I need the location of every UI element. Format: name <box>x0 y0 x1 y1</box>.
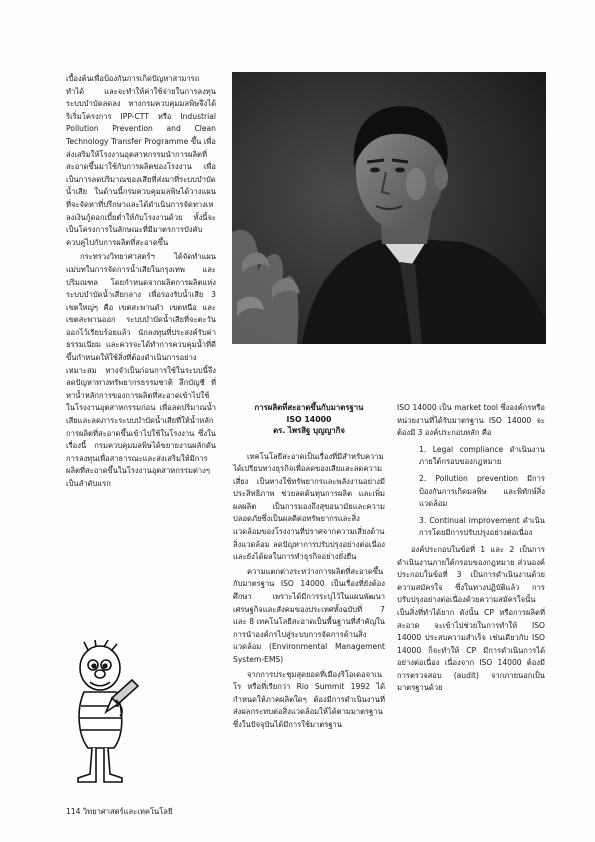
list-item: 3. Continual improvement ดำเนินการโดยมีการปรับปรุงอย่างต่อเนื่อง <box>419 515 545 538</box>
paragraph: เบื้องต้นเพื่อป้องกันการเกิดปัญหาสามารถทำได้ และจะทำให้ค่าใช้จ่ายในการลงทุนระบบบำบัดลดลง ทางกรมควบคุมมลพิษจึงได้ริเริ่มโครงการ IPP-CTT หรือ Industrial Pollution Prevention and Clean Technology Transfer Programme ขึ้น เพื่อส่งเสริมให้โรงงานอุตสาหกรรมนำการผลิตที่สะอาดขึ้นมาใช้กับการผลิตของโรงงาน เพื่อเป็นการลดปริมาณของเสียที่ส่งมาที่ระบบบำบัดน้ำเสีย ในด้านนี้กรมควบคุมมลพิษได้วางแผนที่จะจัดหาที่ปรึกษาและได้ดำเนินการจัดทางเหลงเงินกู้ดอกเบี้ยต่ำให้กับโรงงานด้วย ทั้งนี้จะเป็นโครงการในลักษณะที่มีมาตรการบังคับควบคู่ไปกับการผลิตที่สะอาดขึ้น <box>66 74 216 247</box>
paragraph: ความแตกต่างระหว่างการผลิตที่สะอาดขึ้นกับมาตรฐาน ISO 14000 เป็นเรื่องที่ยังต้องศึกษา เพราะได้มีการระบุไว้ในแผนพัฒนาเศรษฐกิจและสังคมของประเทศทั้งฉบับที่ 7 และ 8 เทคโนโลยีสะอาดเป็นพื้นฐานที่สำคัญในการนำองค์กรไปสู่ระบบการจัดการด้านสิ่งแวดล้อม (Environmental Management System-EMS) <box>233 566 385 664</box>
heading-line-1: การผลิตที่สะอาดขึ้นกับมาตรฐาน <box>254 403 364 412</box>
page-footer <box>66 806 172 818</box>
page-number: 114 <box>66 807 81 816</box>
paragraph: เทคโนโลยีสะอาดเป็นเรื่องที่มีสำหรับความได้เปรียบทางธุรกิจเพื่อลดของเสียและลดความเสี่ยง เป็นทางใช้ทรัพยากรและพลังงานอย่างมีประสิทธิภาพ ช่วยลดต้นทุนการผลิต และเพิ่มผลผลิต เป็นการมองถึงสุขอนามัยและความปลอดภัยซึ่งเป็นผลดีต่อทรัพยากรและสิ่งแวดล้อมของโรงงานที่ปราศจากความเสี่ยงด้านสิ่งแวดล้อม ลดปัญหาการปรับปรุงอย่างต่อเนื่องและยังได้ผลในการทำธุรกิจอย่างยั่งยืน <box>233 451 385 562</box>
paragraph: ISO 14000 เป็น market tool ซึ่งองค์กรหรือหน่วยงานที่ได้รับมาตรฐาน ISO 14000 จะต้องมี 3 องค์ประกอบหลัก คือ <box>397 403 545 438</box>
portrait-illustration <box>232 72 546 344</box>
publication-name: วิทยาศาสตร์และเทคโนโลยี <box>82 807 173 816</box>
cartoon-icon <box>70 640 140 790</box>
paragraph: จากการประชุมสุดยอดที่เมืองริโอเดอจาเนโร หรือที่เรียกว่า Rio Summit 1992 ได้กำหนดให้ภาคผลิตใดๆ ต้องมีการดำเนินงานที่ส่งผลกระทบต่อสิ่งแวดล้อมให้ได้ตามมาตรฐาน ซึ่งในปัจจุบันได้มีการใช้มาตรฐาน <box>233 669 385 729</box>
column-1 <box>66 73 216 491</box>
author-name: ดร. ไพรสิฐ บุญญากิจ <box>273 426 345 435</box>
cartoon-figure-illustration <box>70 640 140 790</box>
paragraph: กระทรวงวิทยาศาสตร์ฯ ได้จัดทำแผนแม่บทในการจัดการน้ำเสียในกรุงเทพ และปริมณฑล โดยกำหนดจากผลิตการผลิตแห่งระบบบำบัดน้ำเสียกลาง เพื่อรองรับน้ำเสีย 3 เขตใหญ่ๆ คือ เขตสะพานดำ เขตหนือ และเขตสะพานออก ระบบบำบัดน้ำเสียที่จะตะวันออกไว้เรียบร้อยแล้ว นักลงทุนที่ประสงค์รับค่าธรรมเนียม และควรจะได้ทำการควบคุมน้ำที่ดีขึ้นกำหนดให้ใช้สิ่งที่ต้องดำเนินการอย่างเหมาะสม ทางจำเป็นก่อนการใช้ในระบบนี้จึงลดปัญหาทางทรัพยากรธรรมชาติ ลึกบัญชี ที่หาน้ำหลักการของการผลิตที่สะอาดเข้าไปใช้ในโรงงานอุตสาหกรรมก่อน เพื่อลดปริมาณน้ำเสียและลดภาระระบบบำบัดน้ำเสียที่ให้น้ำหลักการผลิตที่สะอาดขึ้นเข้าไปใช้ในโรงงาน ซึ่งในเรื่องนี้ กรมควบคุมมลพิษได้ขยายงานผลักดันการลงทุนเพื่อสาธารณะและส่งเสริมให้มีการผลิตที่สะอาดขึ้นในโรงงานอุตสาหกรรมต่างๆ เป็นลำดับแรก <box>66 252 216 488</box>
column-2 <box>233 402 385 732</box>
heading-line-2: ISO 14000 <box>286 414 332 424</box>
paragraph: องค์ประกอบในข้อที่ 1 และ 2 เป็นการดำเนินงานภายใต้กรอบของกฎหมาย ส่วนองค์ประกอบในข้อที่ 3 เป็นการดำเนินงานด้วยความสมัครใจ ซึ่งในทางปฏิบัติแล้ว การปรับปรุงอย่างต่อเนื่องด้วยความสมัครใจนั้นเป็นสิ่งที่ทำได้ยาก ดังนั้น CP หรือการผลิตที่สะอาด จะเข้าไปช่วยในการทำให้ ISO 14000 ประสบความสำเร็จ เช่นเดียวกับ ISO 14000 ก็จะทำให้ CP มีการดำเนินการได้อย่างต่อเนื่อง เนื่องจาก ISO 14000 ต้องมีการตรวจสอบ (audit) จากภายนอกเป็นมาตรฐานด้วย <box>397 544 545 693</box>
article-heading <box>233 402 385 437</box>
column-3 <box>397 402 545 695</box>
portrait-photo <box>232 72 546 344</box>
list-item: 1. Legal compliance ดำเนินงานภายใต้กรอบของกฎหมาย <box>419 444 545 467</box>
list-item: 2. Pollution prevention มีการป้องกันการเกิดมลพิษ และพิทักษ์สิ่งแวดล้อม <box>419 473 545 509</box>
